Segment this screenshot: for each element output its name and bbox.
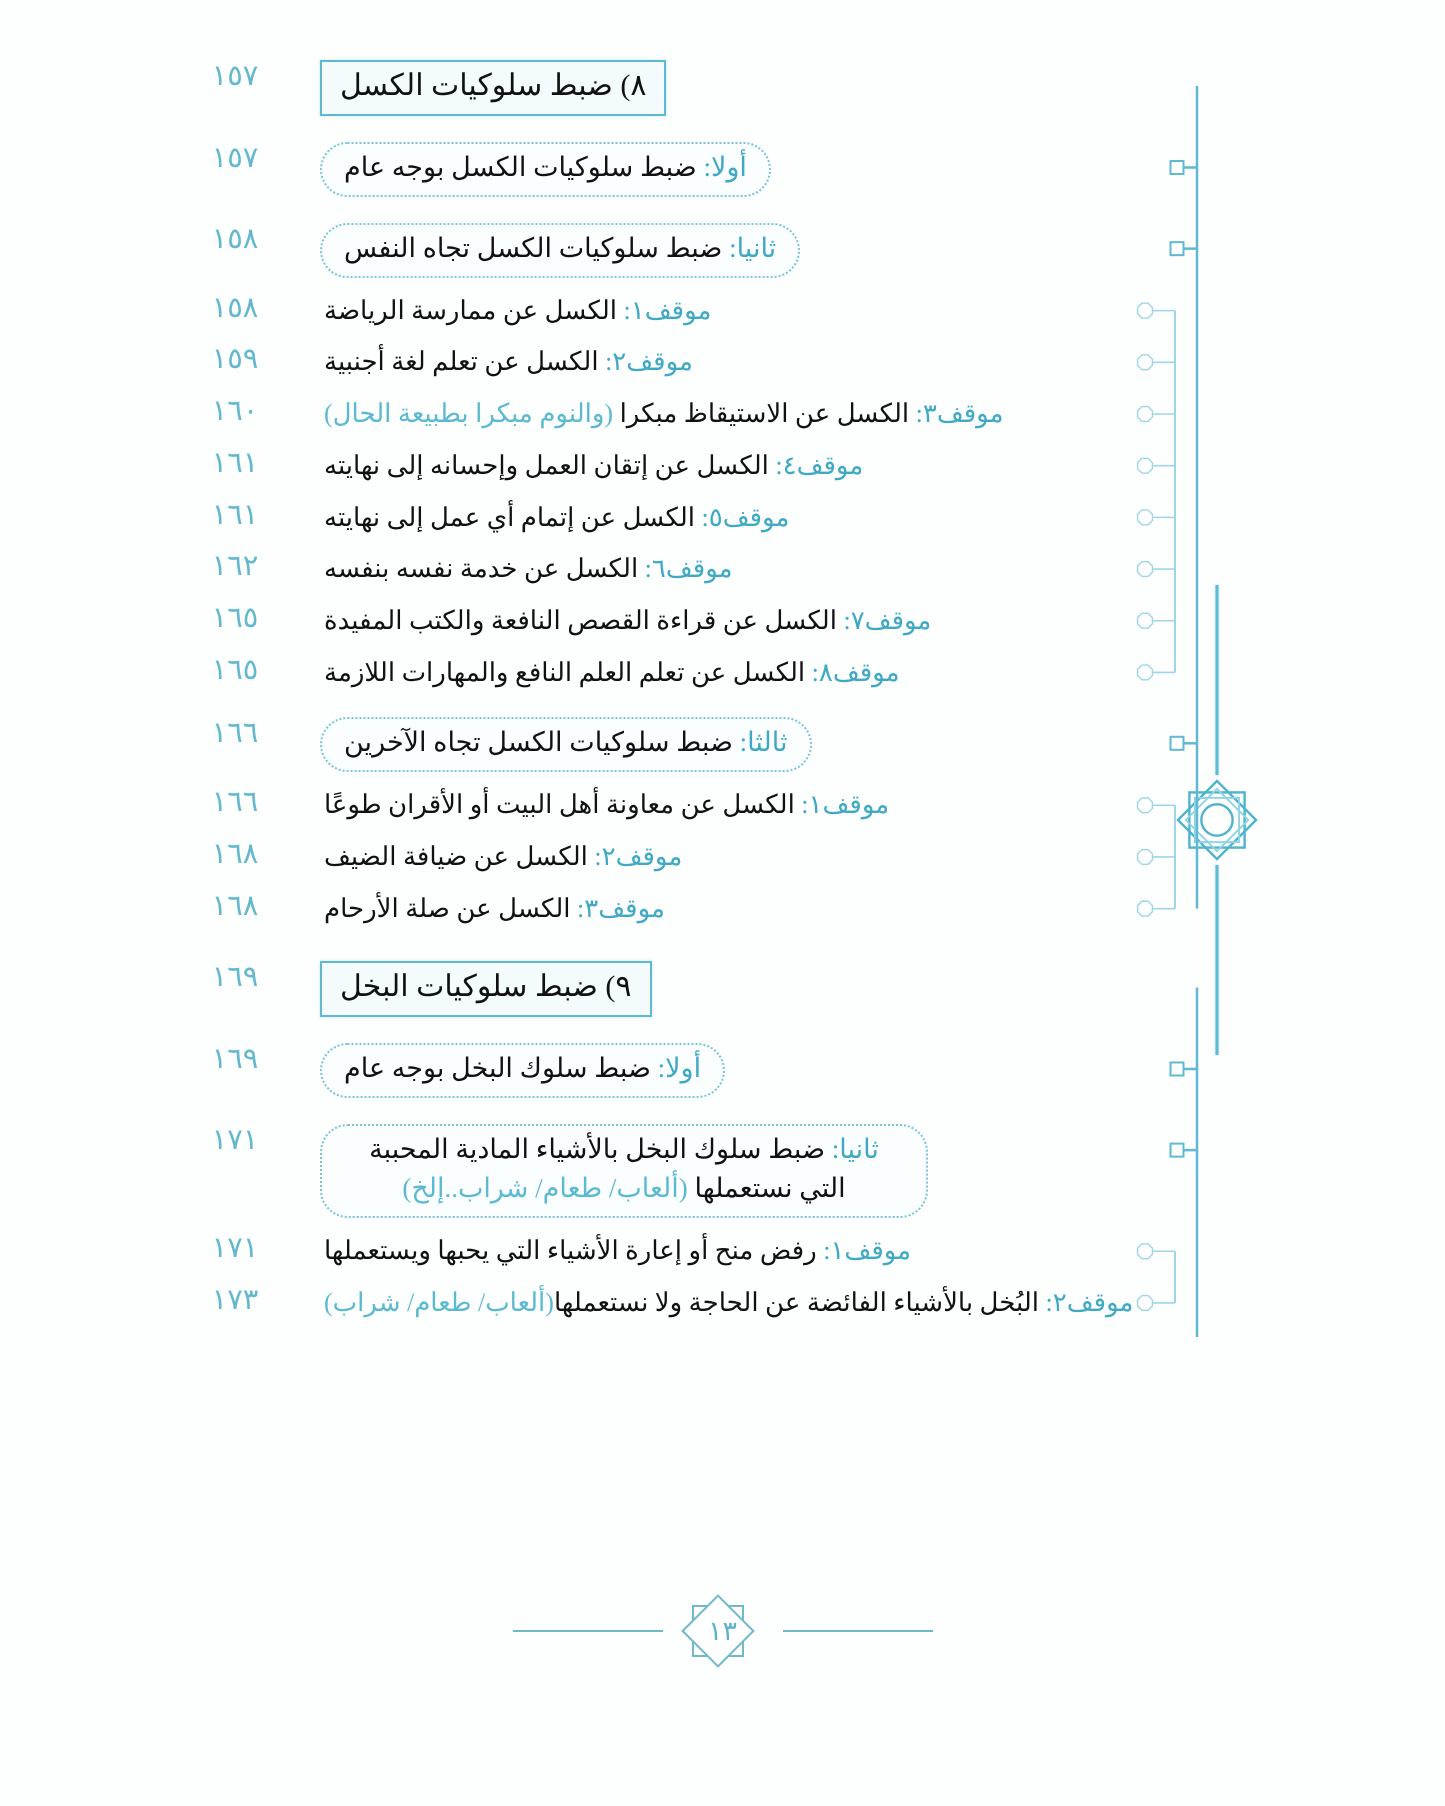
- toc-section-heading[interactable]: [320, 717, 812, 772]
- toc-row-page-number: ١٧١: [211, 1232, 259, 1265]
- toc-section-heading[interactable]: [320, 1124, 928, 1218]
- toc-row[interactable]: [170, 223, 1145, 278]
- toc-item-text: الكسل عن صلة الأرحام: [324, 893, 578, 923]
- toc-item-text: الكسل عن خدمة نفسه بنفسه: [324, 554, 645, 584]
- toc-section-ordinal: أولا:: [703, 151, 747, 182]
- toc-item-text: الكسل عن الاستيقاظ مبكرا: [613, 399, 916, 429]
- toc-item[interactable]: [320, 1232, 911, 1270]
- toc-row[interactable]: [170, 343, 1145, 381]
- toc-section-heading[interactable]: [320, 142, 771, 197]
- toc-row[interactable]: [170, 786, 1145, 824]
- toc-item[interactable]: [320, 838, 682, 876]
- toc-row-page-number: ١٦٥: [211, 653, 259, 686]
- toc-item-text: الكسل عن إتقان العمل وإحسانه إلى نهايته: [324, 450, 776, 480]
- toc-row[interactable]: [170, 890, 1145, 928]
- toc-row-label-wrap: [320, 550, 1145, 588]
- toc-row-page-number: ١٦٨: [211, 838, 259, 871]
- toc-item-prefix: موقف٦:: [644, 554, 733, 584]
- toc-chapter-heading[interactable]: ٩) ضبط سلوكيات البخل: [320, 961, 652, 1017]
- toc-row-label-wrap: [320, 717, 1145, 772]
- toc-item-text: الكسل عن تعلم لغة أجنبية: [324, 347, 606, 377]
- toc-section-text: ضبط سلوكيات الكسل تجاه الآخرين: [344, 727, 740, 758]
- toc-item-prefix: موقف٢:: [594, 842, 683, 872]
- toc-item-prefix: موقف٥:: [701, 502, 790, 532]
- toc-section-text: ضبط سلوكيات الكسل تجاه النفس: [344, 232, 730, 263]
- toc-row-label-wrap: [320, 786, 1145, 824]
- toc-row[interactable]: [170, 142, 1145, 197]
- toc-item[interactable]: [320, 550, 733, 588]
- toc-item-prefix: موقف٨:: [811, 657, 900, 687]
- toc-row-page-number: ١٦٢: [211, 550, 259, 583]
- toc-row-page-number: ١٦٦: [211, 786, 259, 819]
- toc-item-text: الكسل عن معاونة أهل البيت أو الأقران طوعًا: [324, 790, 802, 820]
- toc-item[interactable]: [320, 602, 931, 640]
- toc-section-heading[interactable]: [320, 1043, 725, 1098]
- toc-item[interactable]: [320, 1284, 1133, 1322]
- toc-row-label-wrap: [320, 447, 1145, 485]
- toc-row-page-number: ١٧٣: [211, 1284, 259, 1317]
- toc-row[interactable]: [170, 292, 1145, 330]
- footer-rule-left: [513, 1630, 663, 1632]
- side-ornament: [1157, 585, 1277, 1055]
- toc-row-label-wrap: [320, 60, 1145, 116]
- toc-item[interactable]: [320, 786, 889, 824]
- toc-section-ordinal: أولا:: [657, 1052, 702, 1083]
- toc-section-ordinal: ثانيا:: [729, 232, 777, 263]
- toc-row-label-wrap: [320, 223, 1145, 278]
- toc-row-page-number: ١٦٥: [211, 601, 259, 634]
- toc-chapter-heading[interactable]: ٨) ضبط سلوكيات الكسل: [320, 60, 666, 116]
- toc-row-page-number: ١٦٨: [211, 889, 259, 922]
- ornament-line-bottom: [1216, 865, 1219, 1055]
- toc-item-prefix: موقف١:: [801, 790, 890, 820]
- toc-item-prefix: موقف٢:: [1045, 1288, 1134, 1318]
- toc-item-note: (والنوم مبكرا بطبيعة الحال): [324, 399, 614, 429]
- toc-item-text: الكسل عن تعلم العلم النافع والمهارات اللازمة: [324, 657, 812, 687]
- toc-item[interactable]: [320, 654, 900, 692]
- footer-page-number: [663, 1594, 783, 1668]
- toc-row-page-number: ١٦٩: [211, 1042, 259, 1075]
- toc-row[interactable]: [170, 60, 1145, 116]
- toc-row-label-wrap: [320, 838, 1145, 876]
- toc-row[interactable]: [170, 550, 1145, 588]
- toc-row-page-number: ١٥٧: [211, 141, 259, 174]
- toc-row-page-number: ١٥٧: [211, 60, 259, 92]
- toc-item[interactable]: [320, 499, 789, 537]
- toc-row-page-number: ١٦٠: [211, 395, 259, 428]
- toc-row[interactable]: [170, 1043, 1145, 1098]
- toc-row-label-wrap: [320, 499, 1145, 537]
- toc-row-label-wrap: [320, 142, 1145, 197]
- toc-section-heading[interactable]: [320, 223, 800, 278]
- toc-row-page-number: ١٧١: [211, 1124, 259, 1157]
- toc-row-page-number: ١٦٦: [211, 717, 259, 750]
- toc-row[interactable]: [170, 838, 1145, 876]
- toc-row[interactable]: [170, 1232, 1145, 1270]
- toc-row[interactable]: [170, 499, 1145, 537]
- toc-item-prefix: موقف٢:: [605, 347, 693, 377]
- toc-row-page-number: ١٥٨: [211, 291, 259, 324]
- toc-row-label-wrap: [320, 395, 1145, 433]
- toc-section-ordinal: ثانيا:: [831, 1134, 879, 1165]
- toc-row-label-wrap: [320, 602, 1145, 640]
- toc-item-text: الكسل عن ضيافة الضيف: [324, 842, 595, 872]
- toc-row-label-wrap: [320, 890, 1145, 928]
- toc-row-label-wrap: [320, 961, 1145, 1017]
- toc-row-page-number: ١٥٨: [211, 222, 259, 255]
- toc-item-prefix: موقف٣:: [577, 893, 665, 923]
- toc-item-prefix: موقف٧:: [843, 605, 932, 635]
- toc-item[interactable]: [320, 343, 693, 381]
- toc-item-prefix: موقف٤:: [775, 450, 864, 480]
- toc-row-label-wrap: [320, 1284, 1145, 1322]
- toc-row[interactable]: [170, 395, 1145, 433]
- footer-rule-right: [783, 1630, 933, 1632]
- toc-item-prefix: موقف١:: [623, 295, 712, 325]
- toc-section-ordinal: ثالثا:: [739, 727, 788, 758]
- toc-row-label-wrap: [320, 654, 1145, 692]
- toc-item[interactable]: [320, 890, 665, 928]
- toc-row-label-wrap: [320, 292, 1145, 330]
- toc-item[interactable]: [320, 292, 711, 330]
- toc-section-text: ضبط سلوك البخل بالأشياء المادية المحببة التي نستعملها: [369, 1134, 846, 1204]
- toc-row[interactable]: [170, 447, 1145, 485]
- toc-item-prefix: موقف٣:: [915, 399, 1004, 429]
- toc-section-text: ضبط سلوك البخل بوجه عام: [344, 1052, 658, 1083]
- page-footer: [0, 1594, 1445, 1668]
- toc-item-prefix: موقف١:: [823, 1236, 912, 1266]
- toc-row[interactable]: [170, 1284, 1145, 1322]
- toc-item[interactable]: [320, 395, 1004, 433]
- toc-row[interactable]: [170, 654, 1145, 692]
- toc-list: [170, 60, 1145, 1322]
- toc-row-page-number: ١٥٩: [211, 343, 259, 376]
- toc-item[interactable]: [320, 447, 863, 485]
- toc-row[interactable]: [170, 717, 1145, 772]
- toc-row-page-number: ١٦٩: [211, 961, 259, 994]
- toc-row-label-wrap: [320, 1124, 1145, 1218]
- toc-item-text: رفض منح أو إعارة الأشياء التي يحبها ويستعملها: [324, 1236, 824, 1266]
- toc-row[interactable]: [170, 961, 1145, 1017]
- toc-item-text: البُخل بالأشياء الفائضة عن الحاجة ولا نستعملها: [553, 1288, 1046, 1318]
- toc-row[interactable]: [170, 602, 1145, 640]
- eight-pointed-star-ornament-icon: [1171, 774, 1263, 866]
- toc-row-page-number: ١٦١: [211, 498, 259, 531]
- toc-section-note: (ألعاب/ طعام/ شراب..إلخ): [402, 1173, 688, 1204]
- toc-row-label-wrap: [320, 343, 1145, 381]
- toc-item-text: الكسل عن إتمام أي عمل إلى نهايته: [324, 502, 702, 532]
- toc-item-note: (ألعاب/ طعام/ شراب): [324, 1288, 554, 1318]
- toc-row-page-number: ١٦١: [211, 446, 259, 479]
- toc-item-text: الكسل عن ممارسة الرياضة: [324, 295, 624, 325]
- ornament-line-top: [1216, 585, 1219, 775]
- toc-row-label-wrap: [320, 1043, 1145, 1098]
- toc-section-text: ضبط سلوكيات الكسل بوجه عام: [344, 151, 704, 182]
- footer-page-number-text: ١٣: [708, 1615, 738, 1646]
- toc-row[interactable]: [170, 1124, 1145, 1218]
- toc-item-text: الكسل عن قراءة القصص النافعة والكتب المفيدة: [324, 605, 844, 635]
- toc-row-label-wrap: [320, 1232, 1145, 1270]
